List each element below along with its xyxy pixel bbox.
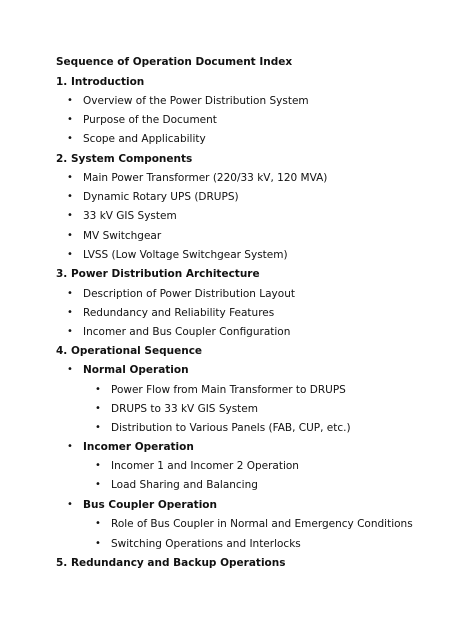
list-item: Main Power Transformer (220/33 kV, 120 MVA) — [83, 172, 328, 184]
list-item: Role of Bus Coupler in Normal and Emergency Conditions — [111, 518, 413, 530]
bullet-icon: • — [95, 403, 101, 414]
bullet-icon: • — [95, 518, 101, 529]
bullet-icon: • — [95, 384, 101, 395]
list-item: MV Switchgear — [83, 230, 162, 242]
bullet-icon: • — [67, 307, 73, 318]
bullet-icon: • — [67, 114, 73, 125]
section-heading-introduction: 1. Introduction — [56, 76, 145, 88]
bullet-icon: • — [67, 288, 73, 299]
section-heading-operational-sequence: 4. Operational Sequence — [56, 345, 203, 357]
list-item: Purpose of the Document — [83, 114, 217, 126]
list-item: Dynamic Rotary UPS (DRUPS) — [83, 191, 239, 203]
list-item: Redundancy and Reliability Features — [83, 307, 275, 319]
bullet-icon: • — [95, 422, 101, 433]
bullet-icon: • — [95, 479, 101, 490]
bullet-icon: • — [95, 538, 101, 549]
list-item: Load Sharing and Balancing — [111, 479, 258, 491]
list-item: Power Flow from Main Transformer to DRUPS — [111, 384, 346, 396]
list-item: Incomer 1 and Incomer 2 Operation — [111, 460, 299, 472]
list-item: 33 kV GIS System — [83, 210, 177, 222]
list-item: LVSS (Low Voltage Switchgear System) — [83, 249, 288, 261]
bullet-icon: • — [67, 210, 73, 221]
list-item: DRUPS to 33 kV GIS System — [111, 403, 258, 415]
bullet-icon: • — [67, 191, 73, 202]
bullet-icon: • — [67, 441, 73, 452]
subsection-heading-incomer-operation: Incomer Operation — [83, 441, 194, 453]
bullet-icon: • — [67, 133, 73, 144]
list-item: Incomer and Bus Coupler Configuration — [83, 326, 291, 338]
list-item: Distribution to Various Panels (FAB, CUP, etc.) — [111, 422, 351, 434]
list-item: Switching Operations and Interlocks — [111, 538, 301, 550]
bullet-icon: • — [67, 95, 73, 106]
section-heading-system-components: 2. System Components — [56, 153, 193, 165]
bullet-icon: • — [67, 499, 73, 510]
bullet-icon: • — [67, 326, 73, 337]
bullet-icon: • — [67, 230, 73, 241]
subsection-heading-bus-coupler-operation: Bus Coupler Operation — [83, 499, 217, 511]
bullet-icon: • — [67, 172, 73, 183]
bullet-icon: • — [95, 460, 101, 471]
bullet-icon: • — [67, 249, 73, 260]
list-item: Description of Power Distribution Layout — [83, 288, 295, 300]
document-title: Sequence of Operation Document Index — [56, 56, 293, 68]
subsection-heading-normal-operation: Normal Operation — [83, 364, 189, 376]
section-heading-power-distribution-architecture: 3. Power Distribution Architecture — [56, 268, 260, 280]
bullet-icon: • — [67, 364, 73, 375]
section-heading-redundancy-and-backup: 5. Redundancy and Backup Operations — [56, 557, 286, 569]
list-item: Scope and Applicability — [83, 133, 206, 145]
list-item: Overview of the Power Distribution System — [83, 95, 309, 107]
